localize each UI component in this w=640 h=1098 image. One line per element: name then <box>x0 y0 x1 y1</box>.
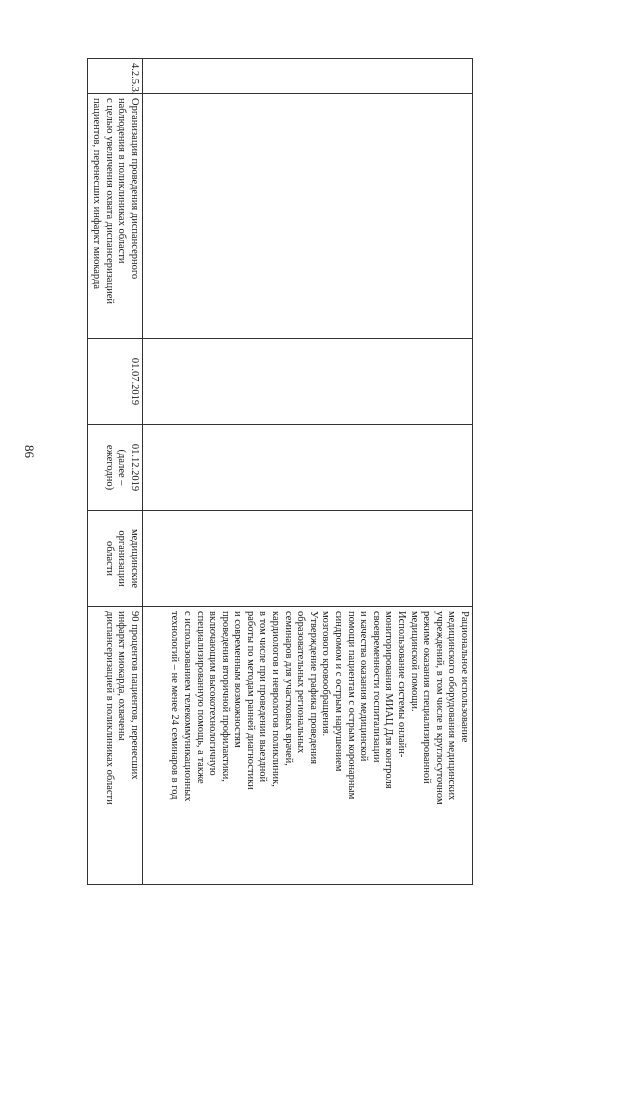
description-line: проведения вторичной профилактики, <box>219 611 231 782</box>
cell-end-date <box>87 425 142 511</box>
result-line: диспансеризацией в поликлиниках области <box>103 611 115 805</box>
result-line: 90 процентов пациентов, перенесших <box>129 611 140 780</box>
description-line: медицинского оборудования медицинских <box>446 611 458 801</box>
description-line: и современным возможностям <box>232 611 244 748</box>
responsible-line: организации области <box>103 530 128 587</box>
title-line: с целью увеличения охвата диспансеризацией <box>103 98 115 304</box>
start-date: 01.07.2019 <box>129 357 140 406</box>
cell-description <box>143 607 473 885</box>
description-line: кардиологов и неврологов поликлиник, <box>270 611 282 787</box>
cell-start-date <box>87 339 142 425</box>
description-line: учреждений, в том числе в круглосуточном <box>433 611 445 805</box>
title-line: пациентов, перенесших инфаркт миокарда <box>91 98 103 290</box>
cell-number-empty <box>143 59 473 94</box>
description-line: с использованием телекоммуникационных <box>181 611 193 802</box>
description-line: технологий – не менее 24 семинаров в год <box>169 611 181 800</box>
title-line: наблюдения в поликлиниках области <box>116 98 128 264</box>
cell-title-empty <box>143 94 473 339</box>
description-line: синдромом и с острым нарушением <box>333 611 345 772</box>
end-date-line: ежегодно) <box>103 444 115 491</box>
title-line: Организация проведения диспансерного <box>129 98 140 280</box>
cell-result <box>87 607 142 885</box>
description-line: Утверждение графика проведения <box>307 611 319 765</box>
plan-table <box>87 58 473 885</box>
cell-title <box>87 94 142 339</box>
rotated-page <box>90 58 473 1098</box>
description-line: в том числе при проведении выездной <box>257 611 269 783</box>
description-line: мозгового кровообращения. <box>320 611 332 737</box>
cell-responsible-empty <box>143 511 473 607</box>
description-line: образовательных региональных <box>295 611 307 754</box>
description-line: мониторирования МИАЦ Для контроля <box>383 611 395 789</box>
cell-end-empty <box>143 425 473 511</box>
description-line: режиме оказания специализированной <box>421 611 433 784</box>
description-line: и качества оказания медицинской <box>358 611 370 762</box>
table-row <box>143 59 473 885</box>
cell-start-empty <box>143 339 473 425</box>
description-line: медицинской помощи. <box>408 611 420 712</box>
description-line: семинаров для участковых врачей, <box>282 611 294 766</box>
cell-number <box>87 59 142 94</box>
item-number: 4.2.5.3. <box>129 63 140 95</box>
table-row <box>87 59 142 885</box>
landscape-table-sheet <box>90 58 473 884</box>
description-line: своевременности госпитализации <box>370 611 382 763</box>
description-line: специализированную помощь, а также <box>194 611 206 784</box>
description-line: работы по методам ранней диагностики <box>244 611 256 790</box>
responsible-line: медицинские <box>129 528 140 589</box>
description-line: включающим высокотехнологичную <box>207 611 219 776</box>
description-line: помощи пациентам с острым коронарным <box>345 611 357 800</box>
description-line: Использование системы онлайн- <box>396 611 408 758</box>
page-number: 86 <box>22 445 37 458</box>
cell-responsible <box>87 511 142 607</box>
result-line: инфаркт миокарда, охвачены <box>116 611 128 741</box>
end-date-line: (далее – <box>116 449 128 486</box>
description-line: Рациональное использование <box>459 611 470 743</box>
end-date-line: 01.12.2019 <box>129 443 140 492</box>
